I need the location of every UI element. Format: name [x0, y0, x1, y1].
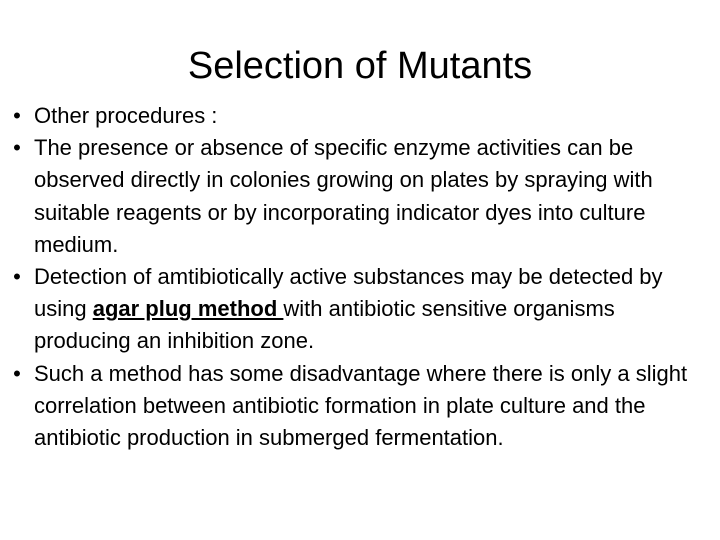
bullet-icon: •	[13, 360, 21, 386]
slide-title: Selection of Mutants	[187, 45, 533, 87]
bullet-icon: •	[13, 103, 21, 128]
bullet-text: Other procedures :	[34, 103, 218, 128]
bullet-list	[7, 100, 712, 454]
bullet-item	[7, 358, 712, 455]
bullet-text: Such a method has some disadvantage where there is only a slight correlation between antibiotic formation in plate culture and the antibiotic production in submerged fermentation.	[34, 360, 688, 451]
bullet-text: The presence or absence of specific enzyme activities can be observed directly in colonies growing on plates by spraying with suitable reagents or by incorporating indicator dyes into culture medium.	[34, 135, 653, 257]
bullet-text-end: with antibiotic sensitive organisms producing an inhibition zone.	[34, 296, 615, 354]
bullet-item	[7, 100, 712, 132]
bullet-icon: •	[13, 135, 21, 161]
bullet-text	[34, 264, 663, 353]
emphasis-agar-plug-method: agar plug method	[92, 296, 284, 322]
bullet-item	[7, 132, 712, 261]
bullet-item	[7, 261, 712, 358]
bullet-text-start: Detection of amtibiotically active substances may be detected by using	[34, 264, 663, 322]
bullet-icon: •	[13, 264, 21, 290]
